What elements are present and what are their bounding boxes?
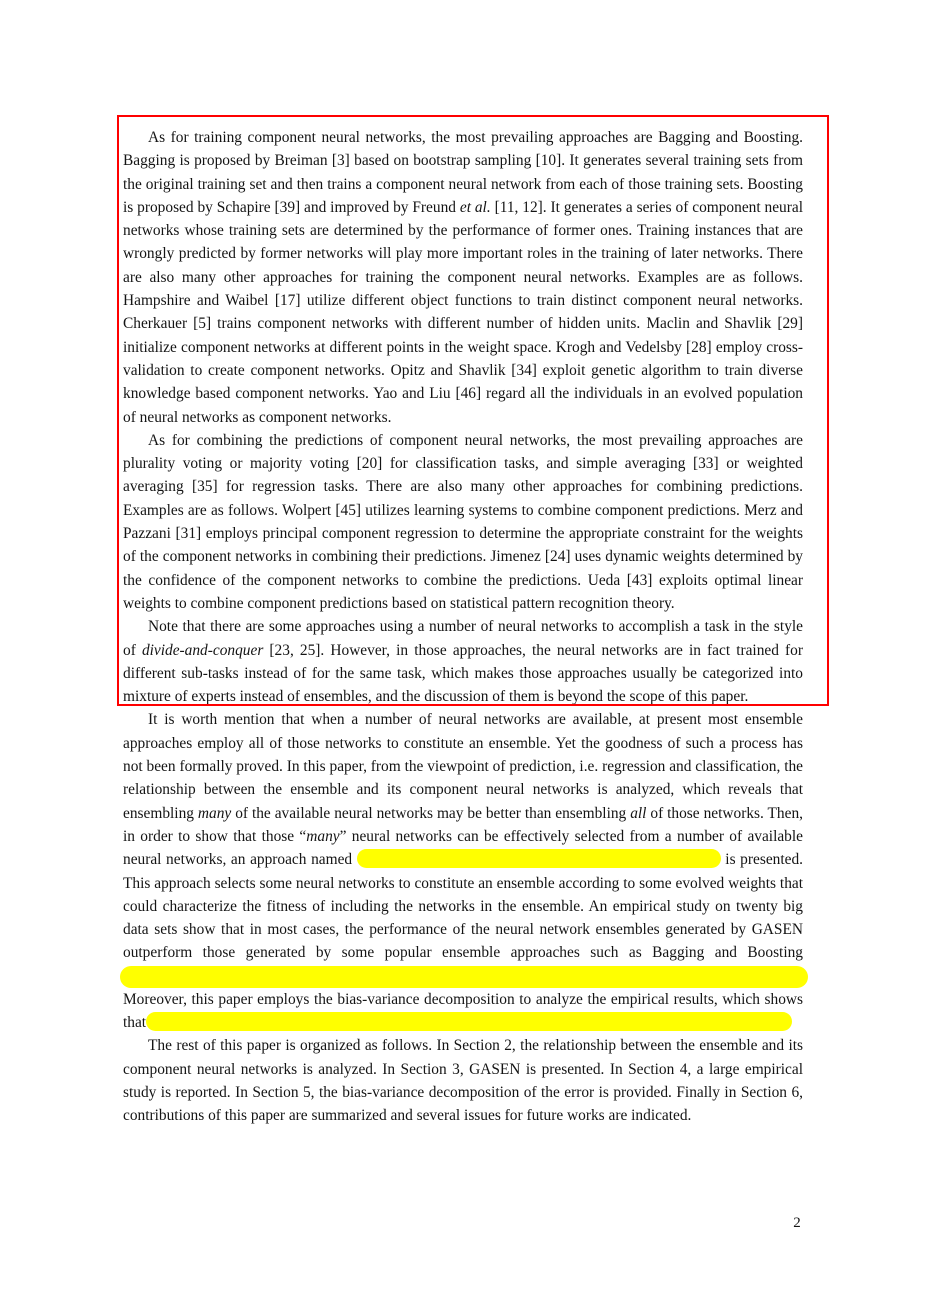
highlight-redaction-full-line bbox=[120, 966, 808, 988]
paragraph-training-component-networks bbox=[123, 126, 803, 429]
highlight-redaction-result-statement bbox=[146, 1012, 792, 1031]
text-run: [11, 12]. It generates a series of component neural networks whose training sets are determined by the performance of former ones. Training instances that are wrongly predicted by former networks will play more important roles in the training of later networks. There are also many other approaches for training the component neural networks. Examples are as follows. Hampshire and Waibel [17] utilize different object functions to train distinct component neural networks. Cherkauer [5] trains component networks with different number of hidden units. Maclin and Shavlik [29] initialize component networks at different points in the weight space. Krogh and Vedelsby [28] employ cross-validation to create component networks. Opitz and Shavlik [34] exploit genetic algorithm to train diverse knowledge based component networks. Yao and Liu [46] regard all the individuals in an evolved population of neural networks as component networks. bbox=[123, 198, 803, 426]
text-run: ” neural networks can be effectively selected from a number of available neural networks, an approach named bbox=[123, 827, 803, 869]
highlight-redaction-approach-name bbox=[357, 849, 721, 868]
text-run: As for combining the predictions of component neural networks, the most prevailing approaches are plurality voting or majority voting [20] for classification tasks, and simple averaging [33] or weighted averaging [35] for regression tasks. There are also many other approaches for combining predictions. Examples are as follows. Wolpert [45] utilizes learning systems to combine component predictions. Merz and Pazzani [31] employs principal component regression to determine the appropriate constraint for the weights of the component networks in combining their predictions. Jimenez [24] uses dynamic weights determined by the confidence of the component networks to combine the predictions. Ueda [43] exploits optimal linear weights to combine component predictions based on statistical pattern recognition theory. bbox=[123, 431, 803, 612]
paragraph-divide-and-conquer-note bbox=[123, 615, 803, 708]
paragraph-gasen-introduction bbox=[123, 708, 803, 964]
italic-run-all: all bbox=[630, 804, 647, 822]
paragraph-paper-organization bbox=[123, 1034, 803, 1127]
italic-run-et-al: et al. bbox=[459, 198, 491, 216]
text-run: As for training component neural networks, the most prevailing approaches are Bagging and Boosting. Bagging is proposed by Breiman [3] based on bootstrap sampling [10]. It generates several training sets from the original training set and then trains a component neural network from each of those training sets. Boosting is proposed by Schapire [39] and improved by Freund bbox=[123, 129, 803, 216]
italic-run-many-quoted: many bbox=[306, 827, 340, 845]
text-run: is presented. This approach selects some neural networks to constitute an ensemble according to some evolved weights that could characterize the fitness of including the networks in the ensemble. An empirical study on twenty big data sets show that in most cases, the performance of the neural network ensembles generated by GASEN outperform those generated by some popular ensemble approaches such as Bagging and Boosting bbox=[123, 851, 803, 962]
body-text-column bbox=[123, 126, 803, 1127]
text-run: of those networks. Then, in order to show that those “ bbox=[123, 804, 803, 845]
paragraph-bias-variance-note bbox=[123, 988, 803, 1035]
text-run: of the available neural networks may be better than ensembling bbox=[231, 804, 631, 822]
text-run: Moreover, this paper employs the bias-variance decomposition to analyze the empirical results, which shows that bbox=[123, 990, 803, 1031]
paragraph-combining-predictions bbox=[123, 429, 803, 615]
text-run: It is worth mention that when a number of neural networks are available, at present most ensemble approaches employ all of those networks to constitute an ensemble. Yet the goodness of such a process has not been formally proved. In this paper, from the viewpoint of prediction, i.e. regression and classification, the relationship between the ensemble and its component neural networks is analyzed, which reveals that ensembling bbox=[123, 711, 803, 822]
italic-run-many: many bbox=[197, 804, 232, 822]
italic-run-divide-and-conquer: divide-and-conquer bbox=[141, 641, 264, 659]
text-run: The rest of this paper is organized as follows. In Section 2, the relationship between the ensemble and its component neural networks is analyzed. In Section 3, GASEN is presented. In Section 4, a large empirical study is reported. In Section 5, the bias-variance decomposition of the error is provided. Finally in Section 6, contributions of this paper are summarized and several issues for future works are indicated. bbox=[123, 1037, 803, 1125]
text-run: [23, 25]. However, in those approaches, the neural networks are in fact trained for different sub-tasks instead of for the same task, which makes those approaches usually be categorized into mixture of experts instead of ensembles, and the discussion of them is beyond the scope of this paper. bbox=[123, 641, 803, 706]
text-run: Note that there are some approaches using a number of neural networks to accomplish a task in the style of bbox=[123, 618, 803, 659]
page-number: 2 bbox=[793, 1215, 801, 1231]
